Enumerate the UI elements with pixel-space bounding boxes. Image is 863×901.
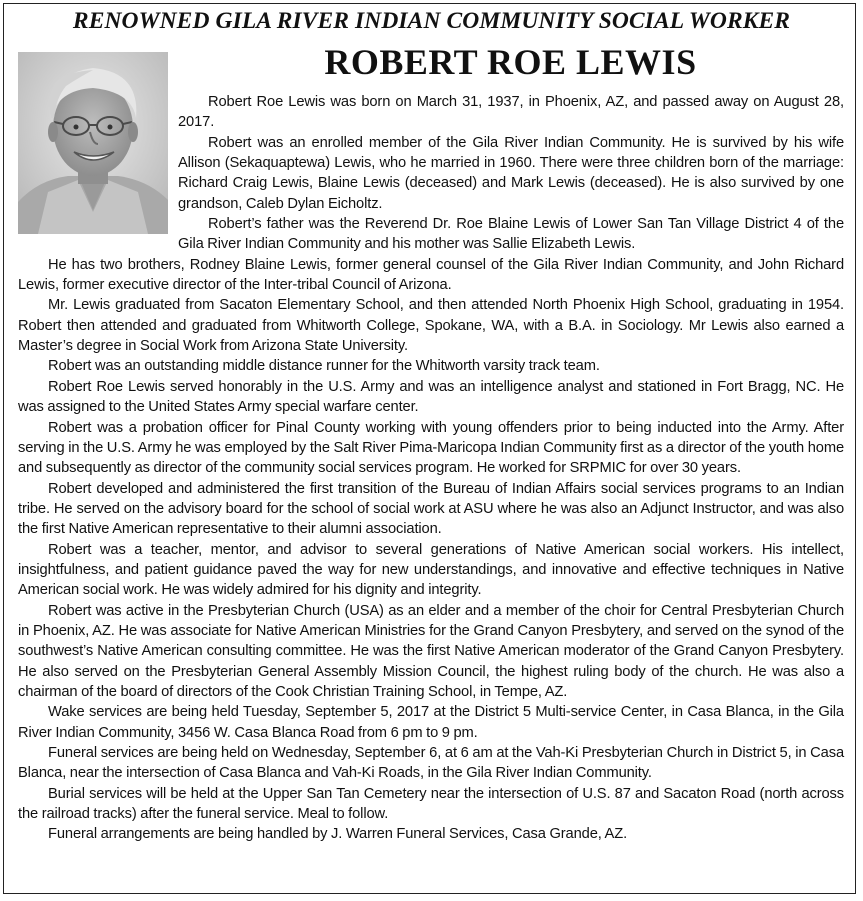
obituary-body bbox=[18, 92, 844, 845]
paragraph: Robert Roe Lewis served honorably in the U.S. Army and was an intelligence analyst and stationed in Fort Bragg, NC. He was assigned to the United States Army special warfare center. bbox=[18, 378, 844, 416]
paragraph: Wake services are being held Tuesday, September 5, 2017 at the District 5 Multi-service Center, in Casa Blanca, in the Gila River Indian Community, 3456 W. Casa Blanca Road from 6 pm to 9 pm. bbox=[18, 704, 844, 741]
paragraph: Robert was a probation officer for Pinal County working with young offenders prior to being inducted into the Army. After serving in the U.S. Army he was employed by the Salt River Pima-Maricopa Indian Community first as a director of the youth home and subsequently as director of the community social services program. He worked for SRPMIC for over 30 years. bbox=[18, 419, 844, 477]
paragraph: Funeral services are being held on Wednesday, September 6, at 6 am at the Vah-Ki Presbyterian Church in District 5, in Casa Blanca, near the intersection of Casa Blanca and Vah-Ki Roads, in the Gila River Indian Community. bbox=[18, 745, 844, 782]
paragraph: Robert was a teacher, mentor, and advisor to several generations of Native American social workers. His intellect, insightfulness, and patient guidance paved the way for new understandings, and innovative and effective techniques in Native American social work. He was widely admired for his dignity and integrity. bbox=[18, 541, 844, 599]
paragraph: He has two brothers, Rodney Blaine Lewis, former general counsel of the Gila River Indian Community, and John Richard Lewis, former executive director of the Inter-tribal Council of Arizona. bbox=[18, 256, 844, 294]
photo-float-spacer bbox=[18, 92, 178, 254]
paragraph: Funeral arrangements are being handled by J. Warren Funeral Services, Casa Grande, AZ. bbox=[48, 826, 628, 843]
paragraph: Robert developed and administered the first transition of the Bureau of Indian Affairs social services programs to an Indian tribe. He served on the advisory board for the school of social work at ASU where he was also an Adjunct Instructor, and was also the first Native American representative to their alumni association. bbox=[18, 480, 844, 538]
paragraph: Robert was an enrolled member of the Gila River Indian Community. He is survived by his wife Allison (Sekaquaptewa) Lewis, who he married in 1960. There were three children born of the marriage: Richard Craig Lewis, Blaine Lewis (deceased) and Mark Lewis (deceased). He is also survived by one grandson, Caleb Dylan Eicholtz. bbox=[178, 134, 844, 212]
obituary-name-title: ROBERT ROE LEWIS bbox=[324, 42, 697, 82]
obituary-kicker: RENOWNED GILA RIVER INDIAN COMMUNITY SOCIAL WORKER bbox=[72, 8, 791, 34]
paragraph: Burial services will be held at the Upper San Tan Cemetery near the intersection of U.S. 87 and Sacaton Road (north across the railroad tracks) after the funeral service. Meal to follow. bbox=[18, 785, 844, 823]
paragraph: Robert Roe Lewis was born on March 31, 1937, in Phoenix, AZ, and passed away on August 28, 2017. bbox=[178, 94, 844, 131]
paragraph: Robert’s father was the Reverend Dr. Roe Blaine Lewis of Lower San Tan Village District 4 of the Gila River Indian Community and his mother was Sallie Elizabeth Lewis. bbox=[178, 216, 844, 253]
paragraph: Robert was an outstanding middle distance runner for the Whitworth varsity track team. bbox=[48, 358, 600, 375]
paragraph: Robert was active in the Presbyterian Church (USA) as an elder and a member of the choir for Central Presbyterian Church in Phoenix, AZ. He was associate for Native American Ministries for the Grand Canyon Presbytery, and served on the synod of the southwest’s Native American consulting committee. He was the first Native American moderator of the Grand Canyon Presbytery. He also served on the Presbyterian General Assembly Mission Council, the highest ruling body of the church. He was also a chairman of the board of directors of the Cook Christian Training School, in Tempe, AZ. bbox=[18, 602, 844, 700]
paragraph: Mr. Lewis graduated from Sacaton Elementary School, and then attended North Phoenix High School, graduating in 1954. Robert then attended and graduated from Whitworth College, Spokane, WA, with a B.A. in Sociology. Mr Lewis also earned a Master’s degree in Social Work from Arizona State University. bbox=[18, 297, 844, 355]
